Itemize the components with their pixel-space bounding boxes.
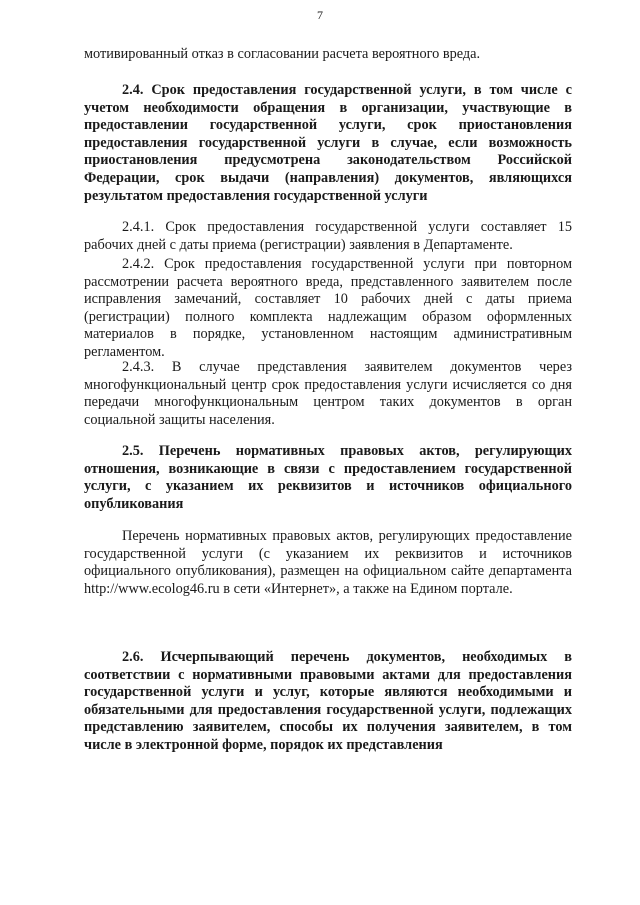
paragraph-closing-line: мотивированный отказ в согласовании расчета вероятного вреда. xyxy=(84,46,481,62)
paragraph-2-5: Перечень нормативных правовых актов, регулирующих предоставление государственной услуги (с указанием их реквизитов и источников официального опубликования), размещен на официальном сайте департамента http://www.ecolog46.ru в сети «Интернет», а также на Едином портале. xyxy=(84,528,572,597)
heading-2-4: 2.4. Срок предоставления государственной услуги, в том числе с учетом необходимости обращения в организации, участвующие в предоставлении государственной услуги, срок приостановления предоставления государственной услуги в случае, если возможность приостановления предусмотрена законодательством Российской Федерации, срок выдачи (направления) документов, являющихся результатом предоставления государственной услуги xyxy=(84,82,572,204)
paragraph-2-4-2: 2.4.2. Срок предоставления государственной услуги при повторном рассмотрении расчета вероятного вреда, представленного заявителем после исправления замечаний, составляет 10 рабочих дней с даты приема (регистрации) полного комплекта надлежащим образом оформленных материалов в порядке, установленном настоящим административным регламентом. xyxy=(84,256,572,360)
page-number: 7 xyxy=(317,8,323,22)
paragraph-2-4-3: 2.4.3. В случае представления заявителем документов через многофункциональный центр срок предоставления услуги исчисляется со дня передачи многофункциональным центром таких документов в орган социальной защиты населения. xyxy=(84,359,572,428)
paragraph-2-4-1: 2.4.1. Срок предоставления государственной услуги составляет 15 рабочих дней с даты приема (регистрации) заявления в Департаменте. xyxy=(84,219,572,253)
heading-2-6: 2.6. Исчерпывающий перечень документов, необходимых в соответствии с нормативными правовыми актами для предоставления государственной услуги и услуг, которые являются необходимыми и обязательными для предоставления государственной услуги, подлежащих представлению заявителем, способы их получения заявителем, в том числе в электронной форме, порядок их представления xyxy=(84,649,572,753)
heading-2-5: 2.5. Перечень нормативных правовых актов, регулирующих отношения, возникающие в связи с предоставлением государственной услуги, с указанием их реквизитов и источников официального опубликования xyxy=(84,443,572,512)
